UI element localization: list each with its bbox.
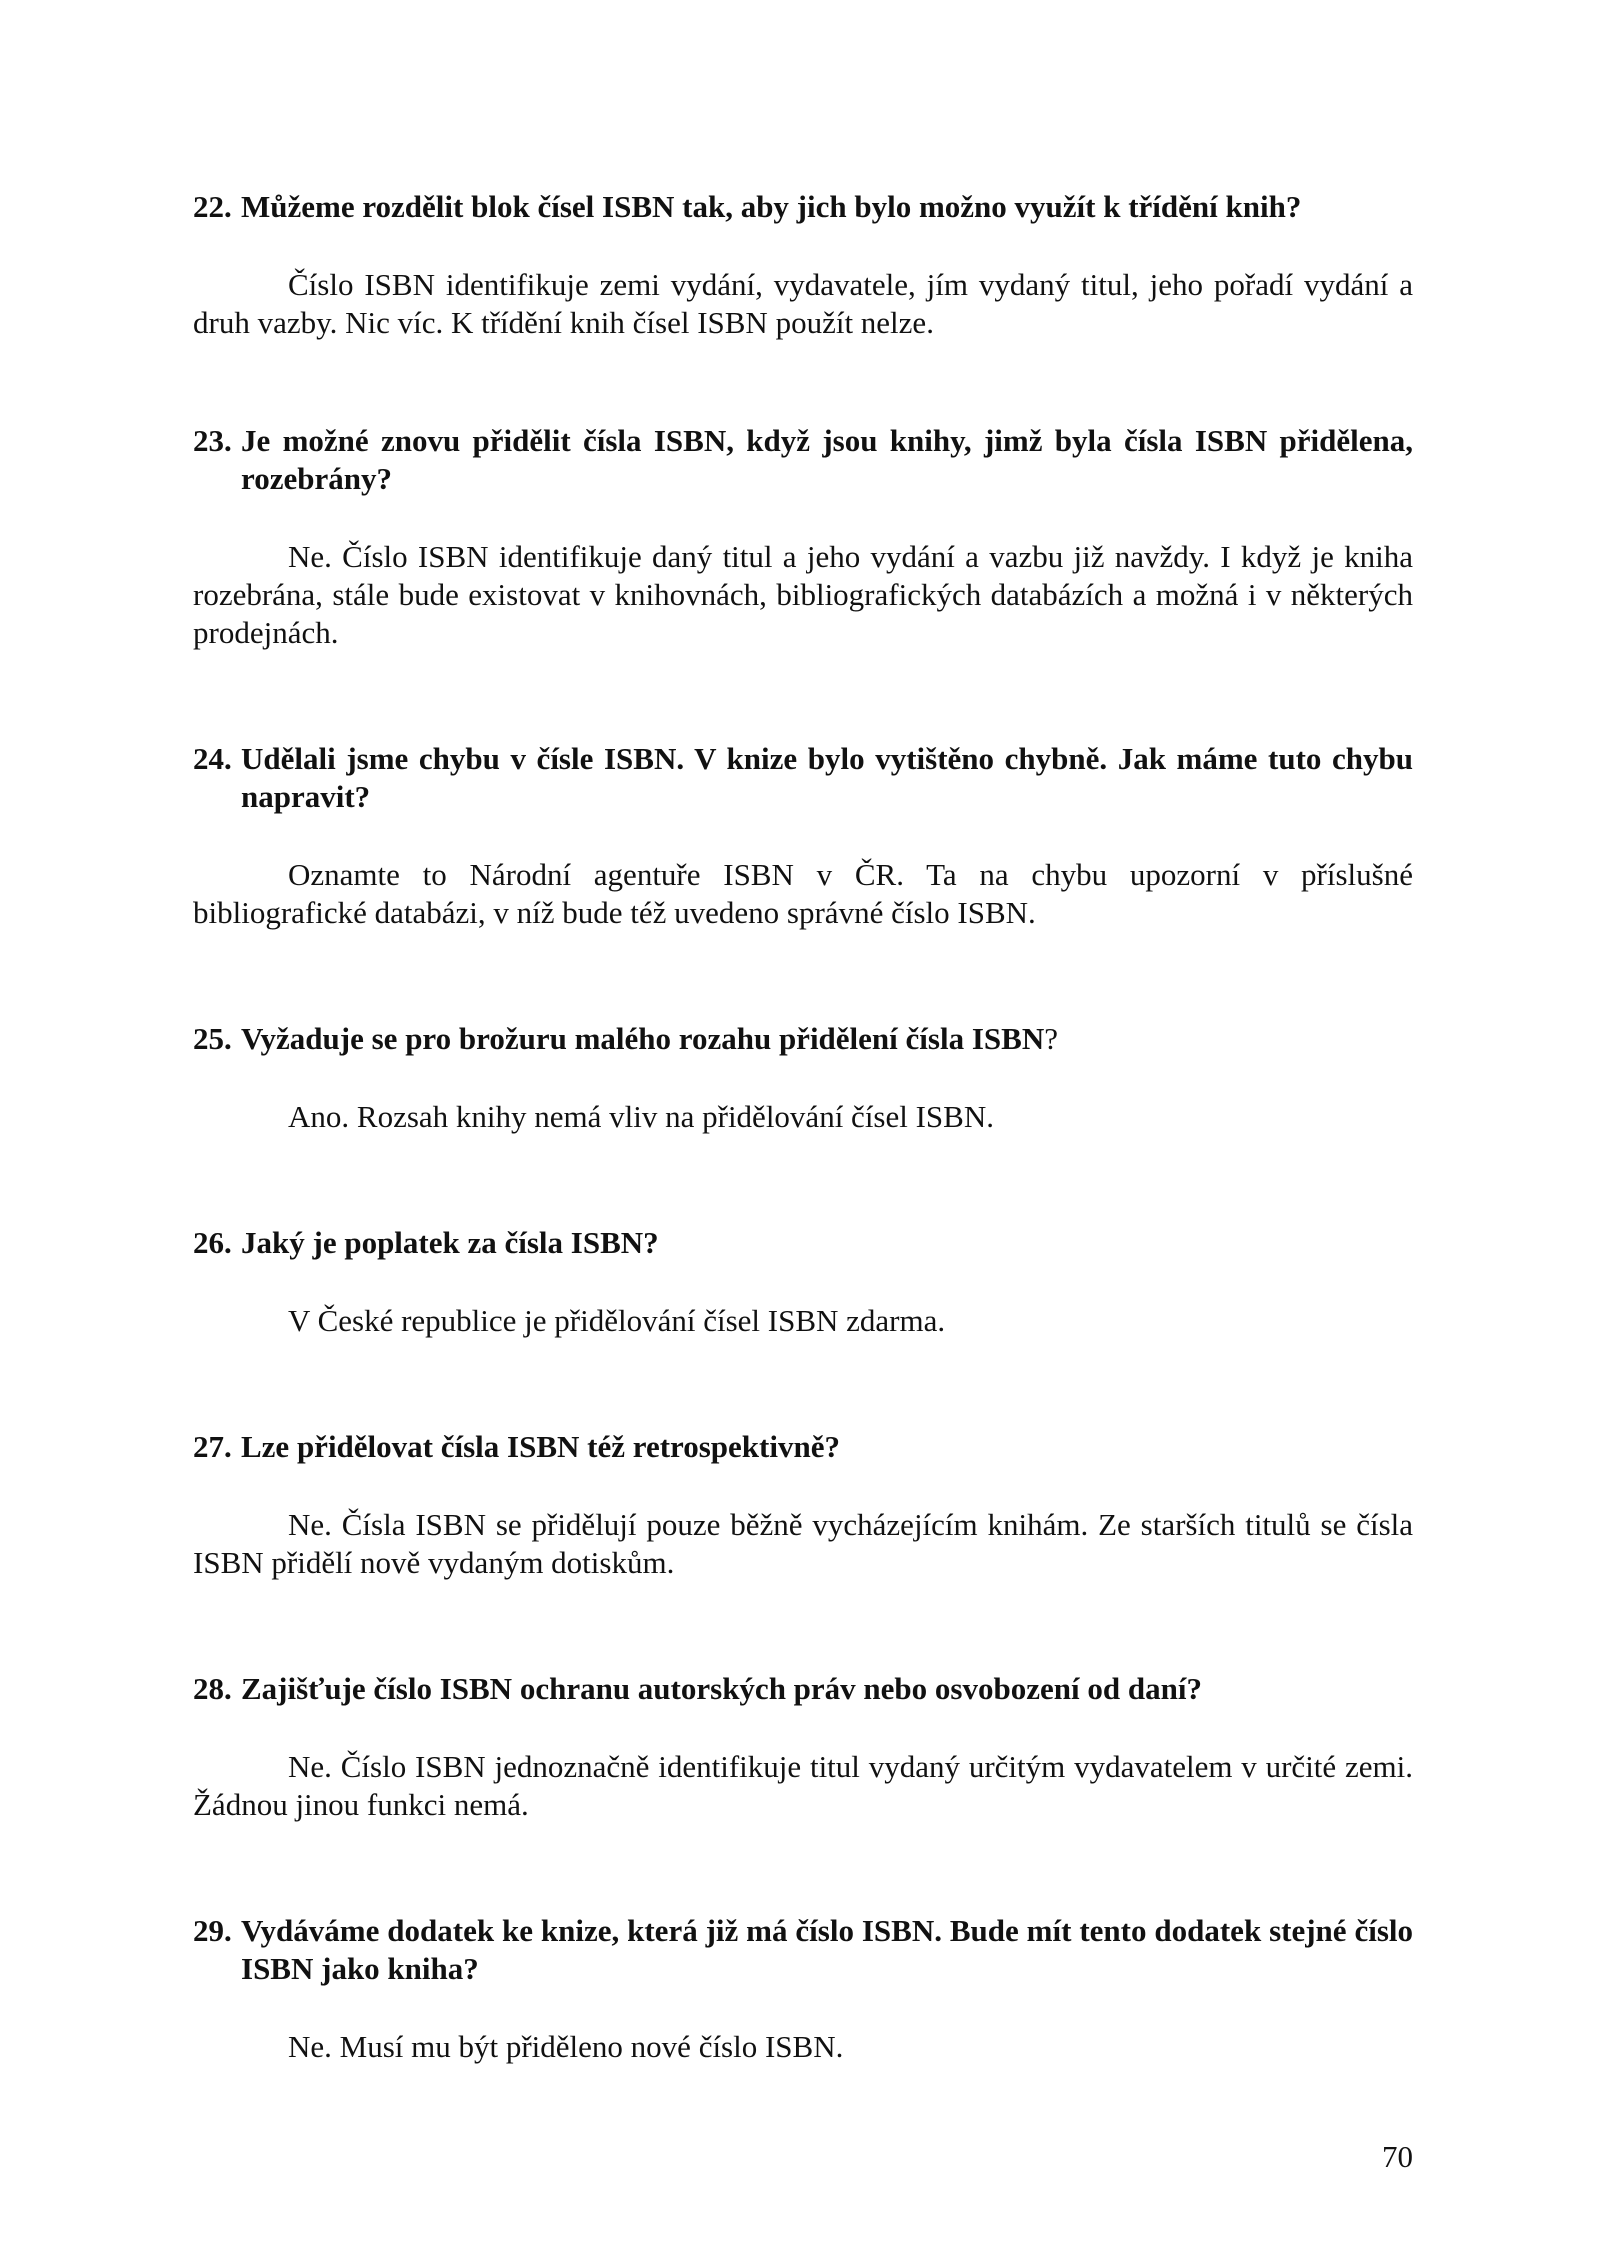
answer-22: Číslo ISBN identifikuje zemi vydání, vydavatele, jím vydaný titul, jeho pořadí vydání a druh vazby. Nic víc. K třídění knih čísel ISBN použít nelze. — [193, 267, 1413, 340]
question-text: Udělali jsme chybu v čísle ISBN. V knize bylo vytištěno chybně. Jak máme tuto chybu napravit? — [241, 741, 1413, 814]
faq-item-23 — [193, 422, 1413, 652]
question-25 — [193, 1020, 1413, 1058]
question-text: Zajišťuje číslo ISBN ochranu autorských práv nebo osvobození od daní? — [241, 1671, 1202, 1706]
faq-item-25 — [193, 1020, 1413, 1136]
answer-23: Ne. Číslo ISBN identifikuje daný titul a jeho vydání a vazbu již navždy. I když je kniha rozebrána, stále bude existovat v knihovnách, bibliografických databázích a možná i v některých prodejnách. — [193, 539, 1413, 650]
faq-item-22 — [193, 188, 1413, 342]
question-number: 25. — [193, 1021, 232, 1056]
question-suffix: ? — [1044, 1021, 1058, 1056]
faq-item-29 — [193, 1912, 1413, 2066]
question-number: 28. — [193, 1671, 232, 1706]
question-27 — [193, 1428, 1413, 1466]
answer-26: V České republice je přidělování čísel ISBN zdarma. — [288, 1303, 946, 1338]
faq-item-28 — [193, 1670, 1413, 1824]
answer-27: Ne. Čísla ISBN se přidělují pouze běžně vycházejícím knihám. Ze starších titulů se čísla ISBN přidělí nově vydaným dotiskům. — [193, 1507, 1413, 1580]
question-28 — [193, 1670, 1413, 1708]
question-number: 29. — [193, 1913, 232, 1948]
question-text: Vydáváme dodatek ke knize, která již má číslo ISBN. Bude mít tento dodatek stejné číslo ISBN jako kniha? — [241, 1913, 1413, 1986]
faq-item-24 — [193, 740, 1413, 932]
question-number: 22. — [193, 189, 232, 224]
faq-item-26 — [193, 1224, 1413, 1340]
answer-25: Ano. Rozsah knihy nemá vliv na přidělování čísel ISBN. — [288, 1099, 994, 1134]
question-22 — [193, 188, 1413, 226]
question-text: Lze přidělovat čísla ISBN též retrospektivně? — [241, 1429, 840, 1464]
faq-content — [193, 188, 1413, 2066]
answer-24: Oznamte to Národní agentuře ISBN v ČR. Ta na chybu upozorní v příslušné bibliografické databázi, v níž bude též uvedeno správné číslo ISBN. — [193, 857, 1413, 930]
answer-28: Ne. Číslo ISBN jednoznačně identifikuje titul vydaný určitým vydavatelem v určité zemi. Žádnou jinou funkci nemá. — [193, 1749, 1413, 1822]
question-text: Vyžaduje se pro brožuru malého rozahu přidělení čísla ISBN — [241, 1021, 1045, 1056]
question-text: Můžeme rozdělit blok čísel ISBN tak, aby jich bylo možno využít k třídění knih? — [241, 189, 1302, 224]
question-number: 23. — [193, 423, 232, 458]
question-26 — [193, 1224, 1413, 1262]
question-24 — [193, 740, 1413, 816]
faq-item-27 — [193, 1428, 1413, 1582]
question-23 — [193, 422, 1413, 498]
question-29 — [193, 1912, 1413, 1988]
question-number: 27. — [193, 1429, 232, 1464]
question-number: 26. — [193, 1225, 232, 1260]
question-text: Jaký je poplatek za čísla ISBN? — [241, 1225, 659, 1260]
page-number: 70 — [1382, 2139, 1413, 2174]
answer-29: Ne. Musí mu být přiděleno nové číslo ISBN. — [288, 2029, 844, 2064]
question-text: Je možné znovu přidělit čísla ISBN, když jsou knihy, jimž byla čísla ISBN přidělena, rozebrány? — [241, 423, 1413, 496]
question-number: 24. — [193, 741, 232, 776]
